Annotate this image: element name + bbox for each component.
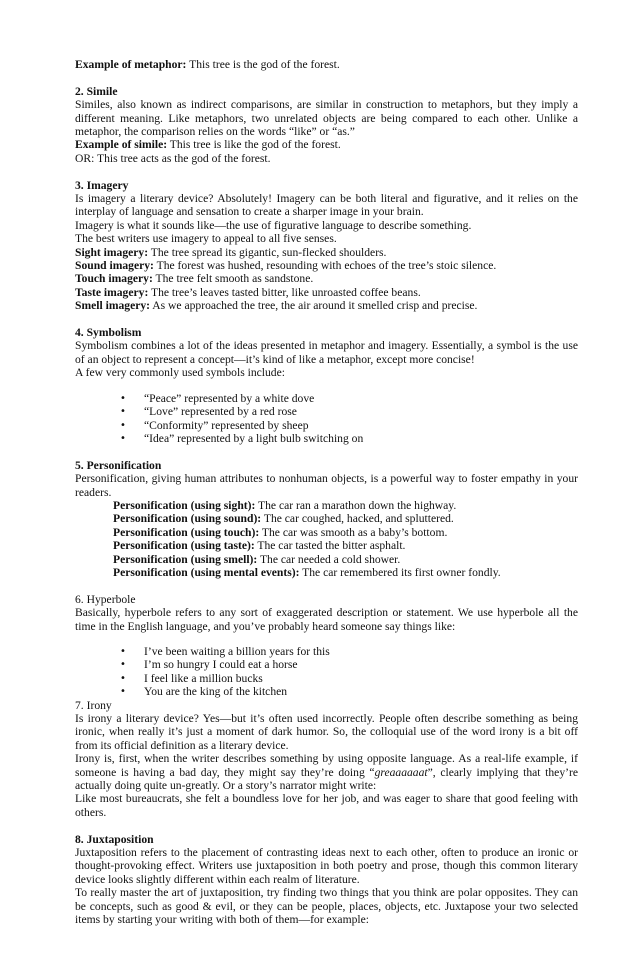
imagery-item [75,299,578,312]
hyperbole-paragraph: Basically, hyperbole refers to any sort of exaggerated description or statement. We use hyperbole all the time in the English language, and you’ve probably heard someone say things like: [75,606,578,633]
metaphor-example-label: Example of metaphor: [75,58,187,71]
imagery-item [75,259,578,272]
juxtaposition-paragraph-1: Juxtaposition refers to the placement of contrasting ideas next to each other, often to produce an ironic or thought-provoking effect. Writers use juxtaposition in both poetry and prose, though this common literary device looks slightly different within each realm of literature. [75,846,578,886]
imagery-paragraph-1: Is imagery a literary device? Absolutely! Imagery can be both literal and figurative, and it relies on the interplay of language and sensation to create a sharper image in your brain. [75,192,578,219]
list-item: • “Idea” represented by a light bulb switching on [120,432,578,445]
simile-example-text: This tree is like the god of the forest. [167,138,341,152]
imagery-item-text: The forest was hushed, resounding with echoes of the tree’s stoic silence. [153,259,497,273]
irony-paragraph-2-end: ”, clearly implying that they’re actually doing quite un-greatly. Or a story’s narrator might write: [75,765,578,793]
imagery-item-text: The tree felt smooth as sandstone. [152,272,314,286]
simile-or-line: OR: This tree acts as the god of the forest. [75,151,271,165]
personification-item-text: The car ran a marathon down the highway. [255,498,457,512]
irony-paragraph-3: Like most bureaucrats, she felt a boundless love for her job, and was eager to share that good feeling with others. [75,792,578,819]
imagery-item-label: Sight imagery: [75,245,149,259]
irony-paragraph-1: Is irony a literary device? Yes—but it’s often used incorrectly. People often describe something as being ironic, when really it’s just a moment of dark humor. So, the colloquial use of the word irony is a bit off from its official definition as a literary device. [75,712,578,752]
imagery-item-label: Touch imagery: [75,272,153,286]
personification-item [75,539,578,552]
imagery-paragraph-3: The best writers use imagery to appeal to all five senses. [75,232,337,246]
personification-item [75,512,578,525]
personification-item-text: The car coughed, hacked, and spluttered. [261,512,454,526]
hyperbole-list [75,645,578,699]
personification-paragraph: Personification, giving human attributes to nonhuman objects, is a powerful way to foster empathy in your readers. [75,472,578,499]
hyperbole-heading: 6. Hyperbole [75,592,136,606]
imagery-item [75,272,578,285]
symbolism-paragraph: Symbolism combines a lot of the ideas presented in metaphor and imagery. Essentially, a symbol is the use of an object to represent a concept—it’s kind of like a metaphor, except more concise! [75,339,578,366]
personification-item-label: Personification (using taste): [113,539,255,553]
symbol-list [75,392,578,446]
juxtaposition-paragraph-2: To really master the art of juxtaposition, try finding two things that you think are polar opposites. They can be concepts, such as good & evil, or they can be people, places, objects, etc. Juxtapose your two selected items by starting your writing with both of them—for example: [75,886,578,927]
personification-item-text: The car tasted the bitter asphalt. [254,539,406,553]
simile-heading: 2. Simile [75,84,118,98]
imagery-item-label: Sound imagery: [75,259,154,273]
personification-item-label: Personification (using sound): [113,512,262,526]
personification-item-label: Personification (using touch): [113,525,260,539]
personification-item [75,526,578,539]
list-item: • “Conformity” represented by sheep [120,419,578,432]
simile-example [75,138,578,151]
personification-item [75,499,578,512]
imagery-item [75,246,578,259]
list-item: • I’m so hungry I could eat a horse [120,658,578,671]
personification-item [75,553,578,566]
juxtaposition-heading: 8. Juxtaposition [75,832,154,846]
personification-item [75,566,578,579]
simile-paragraph: Similes, also known as indirect comparisons, are similar in construction to metaphors, but they imply a different meaning. Like metaphors, two unrelated objects are being compared to each other. Unlike a metaphor, the comparison relies on the words “like” or “as.” [75,98,578,139]
personification-item-text: The car was smooth as a baby’s bottom. [259,525,448,539]
personification-item-text: The car remembered its first owner fondly. [299,565,501,579]
list-item: • I’ve been waiting a billion years for this [120,645,578,658]
list-item: • I feel like a million bucks [120,672,578,685]
imagery-item-label: Taste imagery: [75,285,149,299]
symbolism-heading: 4. Symbolism [75,326,142,340]
personification-item-label: Personification (using mental events): [113,565,300,579]
irony-emphasis: greaaaaaat [374,765,428,779]
personification-heading: 5. Personification [75,458,162,472]
imagery-item-text: As we approached the tree, the air around it smelled crisp and precise. [150,299,478,313]
imagery-item-text: The tree’s leaves tasted bitter, like unroasted coffee beans. [148,285,421,299]
metaphor-example [75,58,578,71]
symbolism-intro: A few very commonly used symbols include: [75,366,285,380]
list-item: • “Peace” represented by a white dove [120,392,578,405]
personification-item-label: Personification (using smell): [113,552,258,566]
irony-paragraph-2 [75,752,578,792]
imagery-item-label: Smell imagery: [75,299,151,313]
imagery-item-text: The tree spread its gigantic, sun-flecked shoulders. [148,245,387,259]
imagery-item [75,286,578,299]
list-item: • “Love” represented by a red rose [120,405,578,418]
simile-example-label: Example of simile: [75,138,168,152]
list-item: • You are the king of the kitchen [120,685,578,698]
metaphor-example-text: This tree is the god of the forest. [186,58,340,71]
irony-heading: 7. Irony [75,698,112,712]
imagery-paragraph-2: Imagery is what it sounds like—the use of figurative language to describe something. [75,218,472,232]
imagery-heading: 3. Imagery [75,178,129,192]
personification-item-label: Personification (using sight): [113,498,256,512]
personification-item-text: The car needed a cold shower. [257,552,401,566]
irony-paragraph-2-start: Irony is, first, when the writer describes something by using opposite language. As a real-life example, if someone is having a bad day, they might say they’re doing “ [75,752,578,779]
